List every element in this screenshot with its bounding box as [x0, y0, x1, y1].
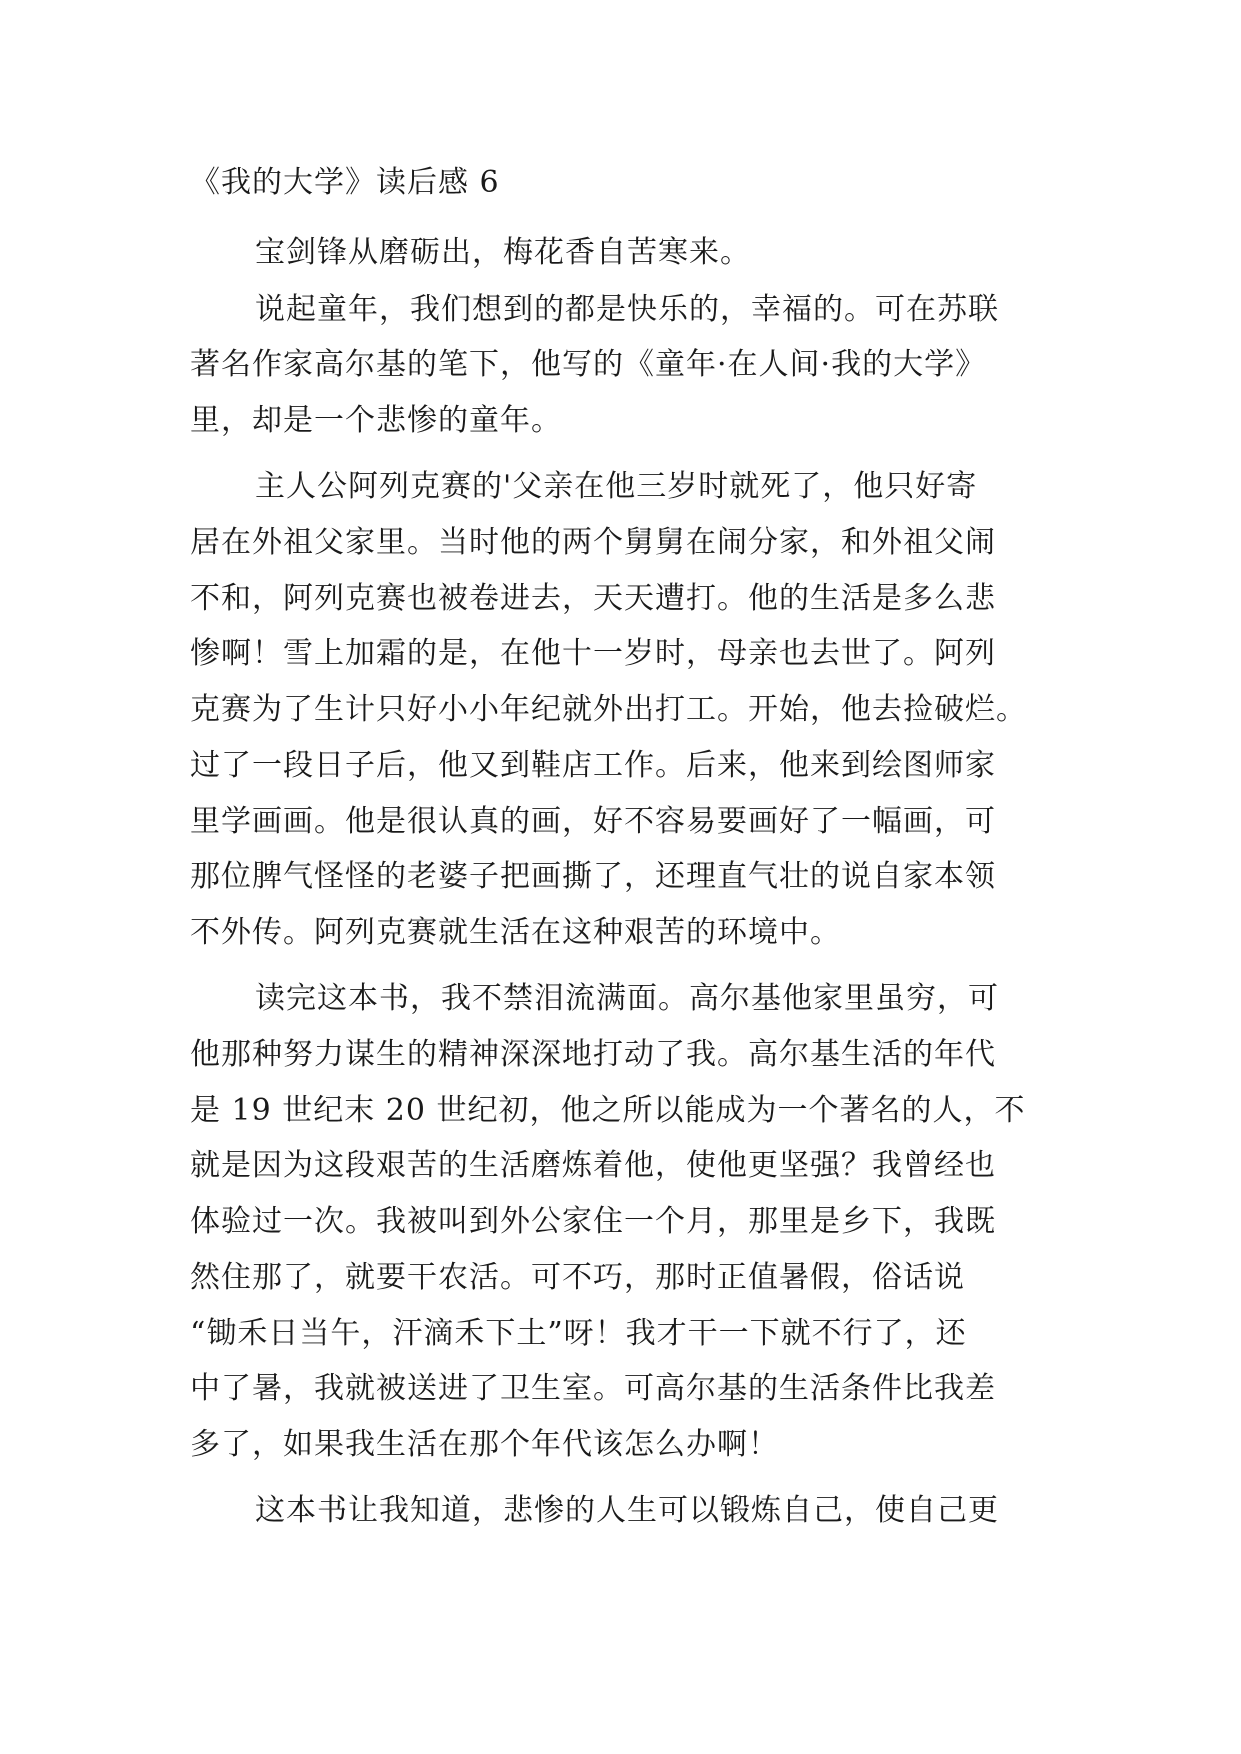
text-line: 里学画画。他是很认真的画，好不容易要画好了一幅画，可	[190, 804, 996, 839]
document-title: 《我的大学》读后感 6	[190, 165, 500, 200]
text-line: 多了，如果我生活在那个年代该怎么办啊！	[190, 1427, 779, 1462]
text-line: 不外传。阿列克赛就生活在这种艰苦的环境中。	[190, 915, 841, 950]
text-line: 然住那了，就要干农活。可不巧，那时正值暑假，俗话说	[190, 1260, 965, 1295]
text-line: 主人公阿列克赛的'父亲在他三岁时就死了，他只好寄	[255, 469, 978, 504]
text-line: 居在外祖父家里。当时他的两个舅舅在闹分家，和外祖父闹	[190, 525, 996, 560]
text-line: 过了一段日子后，他又到鞋店工作。后来，他来到绘图师家	[190, 748, 996, 783]
text-line: 说起童年，我们想到的都是快乐的，幸福的。可在苏联	[255, 292, 999, 327]
text-line: 那位脾气怪怪的老婆子把画撕了，还理直气壮的说自家本领	[190, 859, 996, 894]
text-line: 就是因为这段艰苦的生活磨炼着他，使他更坚强？我曾经也	[190, 1148, 996, 1183]
text-line: “锄禾日当午，汗滴禾下土”呀！我才干一下就不行了，还	[190, 1316, 967, 1351]
text-line: 不和，阿列克赛也被卷进去，天天遭打。他的生活是多么悲	[190, 581, 996, 616]
text-line: 著名作家高尔基的笔下，他写的《童年·在人间·我的大学》	[190, 347, 987, 382]
text-line: 体验过一次。我被叫到外公家住一个月，那里是乡下，我既	[190, 1204, 996, 1239]
text-line: 里，却是一个悲惨的童年。	[190, 403, 562, 438]
text-line: 他那种努力谋生的精神深深地打动了我。高尔基生活的年代	[190, 1037, 996, 1072]
text-line: 惨啊！雪上加霜的是，在他十一岁时，母亲也去世了。阿列	[190, 636, 996, 671]
text-line: 中了暑，我就被送进了卫生室。可高尔基的生活条件比我差	[190, 1371, 996, 1406]
text-line: 克赛为了生计只好小小年纪就外出打工。开始，他去捡破烂。	[190, 692, 1027, 727]
text-line: 这本书让我知道，悲惨的人生可以锻炼自己，使自己更	[255, 1493, 999, 1528]
text-line: 读完这本书，我不禁泪流满面。高尔基他家里虽穷，可	[255, 981, 999, 1016]
text-line: 是 19 世纪末 20 世纪初，他之所以能成为一个著名的人，不	[190, 1093, 1026, 1128]
text-line: 宝剑锋从磨砺出，梅花香自苦寒来。	[255, 235, 751, 270]
